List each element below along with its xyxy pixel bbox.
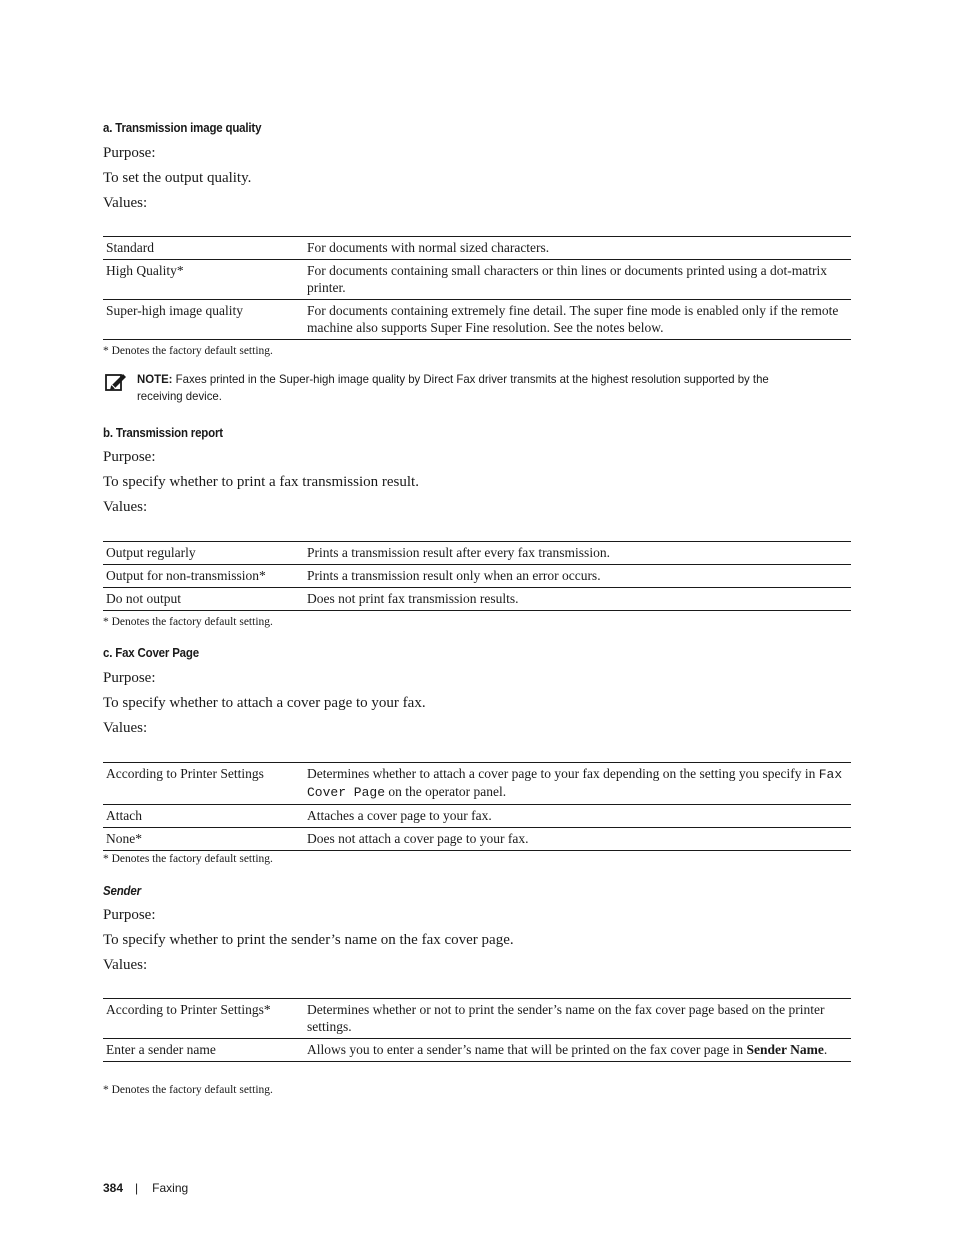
purpose-text: To set the output quality. <box>103 170 252 186</box>
table-row <box>103 999 851 1039</box>
purpose-label: Purpose: <box>103 449 156 465</box>
value-description: For documents containing extremely fine detail. The super fine mode is enabled only if the remote machine also supports Super Fine resolution. See the notes below. <box>307 303 839 335</box>
table-row <box>103 237 851 260</box>
value-name: Do not output <box>106 591 182 606</box>
values-label: Values: <box>103 195 148 211</box>
value-description: Prints a transmission result after every fax transmission. <box>307 545 610 560</box>
purpose-label: Purpose: <box>103 907 156 923</box>
section-heading-sender: Sender <box>103 884 141 898</box>
purpose-text: To specify whether to print the sender’s name on the fax cover page. <box>103 932 514 948</box>
section-heading-transmission-report: b. Transmission report <box>103 426 223 440</box>
table-row <box>103 300 851 340</box>
value-description: Prints a transmission result only when an error occurs. <box>307 568 601 583</box>
value-name: High Quality* <box>106 263 184 278</box>
purpose-text: To specify whether to attach a cover page to your fax. <box>103 695 426 711</box>
value-description: Does not print fax transmission results. <box>307 591 519 606</box>
description-text: Allows you to enter a sender’s name that will be printed on the fax cover page in <box>307 1042 744 1057</box>
note-label: NOTE: <box>137 372 173 386</box>
values-table-sender <box>103 998 851 1062</box>
page-footer <box>103 1181 188 1195</box>
description-text: Determines whether to attach a cover page to your fax depending on the setting you specify in <box>307 766 816 781</box>
chapter-name: Faxing <box>152 1181 189 1195</box>
value-name: According to Printer Settings <box>106 766 264 781</box>
page-number: 384 <box>103 1181 124 1195</box>
value-name: Super-high image quality <box>106 303 243 318</box>
value-name: According to Printer Settings* <box>106 1002 271 1017</box>
table-row <box>103 805 851 828</box>
footer-separator: | <box>135 1181 139 1195</box>
footnote: * Denotes the factory default setting. <box>103 616 273 628</box>
purpose-text: To specify whether to print a fax transmission result. <box>103 474 419 490</box>
value-description: Determines whether or not to print the sender’s name on the fax cover page based on the printer settings. <box>307 1002 825 1034</box>
note-text <box>137 371 815 405</box>
menu-name-inline: Fax Cover Page <box>307 767 843 800</box>
table-row <box>103 260 851 300</box>
description-text: on the operator panel. <box>388 784 507 799</box>
value-description: For documents containing small characters or thin lines or documents printed using a dot-matrix printer. <box>307 263 828 295</box>
purpose-label: Purpose: <box>103 145 156 161</box>
value-name: Standard <box>106 240 154 255</box>
table-row <box>103 1039 851 1062</box>
footnote: * Denotes the factory default setting. <box>103 345 273 357</box>
value-name: Enter a sender name <box>106 1042 216 1057</box>
table-row <box>103 588 851 611</box>
value-description: Attaches a cover page to your fax. <box>307 808 492 823</box>
value-name: Output regularly <box>106 545 196 560</box>
note-body: Faxes printed in the Super-high image quality by Direct Fax driver transmits at the highest resolution supported by the receiving device. <box>137 372 769 403</box>
values-table-image-quality <box>103 236 851 340</box>
values-label: Values: <box>103 957 148 973</box>
footnote: * Denotes the factory default setting. <box>103 1084 273 1096</box>
table-row <box>103 763 851 805</box>
value-description: Does not attach a cover page to your fax. <box>307 831 529 846</box>
section-heading-fax-cover-page: c. Fax Cover Page <box>103 646 199 660</box>
values-table-fax-cover-page <box>103 762 851 851</box>
table-row <box>103 828 851 851</box>
section-heading-transmission-image-quality: a. Transmission image quality <box>103 121 262 135</box>
values-label: Values: <box>103 499 148 515</box>
value-name: Attach <box>106 808 142 823</box>
table-row <box>103 565 851 588</box>
footnote: * Denotes the factory default setting. <box>103 853 273 865</box>
value-description: For documents with normal sized characters. <box>307 240 550 255</box>
value-name: Output for non-transmission* <box>106 568 266 583</box>
value-name: None* <box>106 831 142 846</box>
description-text: . <box>823 1042 828 1057</box>
table-row <box>103 542 851 565</box>
purpose-label: Purpose: <box>103 670 156 686</box>
menu-name-inline: Sender Name <box>746 1042 824 1057</box>
pencil-note-icon <box>105 372 127 392</box>
values-table-transmission-report <box>103 541 851 611</box>
value-description <box>301 763 851 805</box>
value-description <box>301 1039 851 1062</box>
values-label: Values: <box>103 720 148 736</box>
